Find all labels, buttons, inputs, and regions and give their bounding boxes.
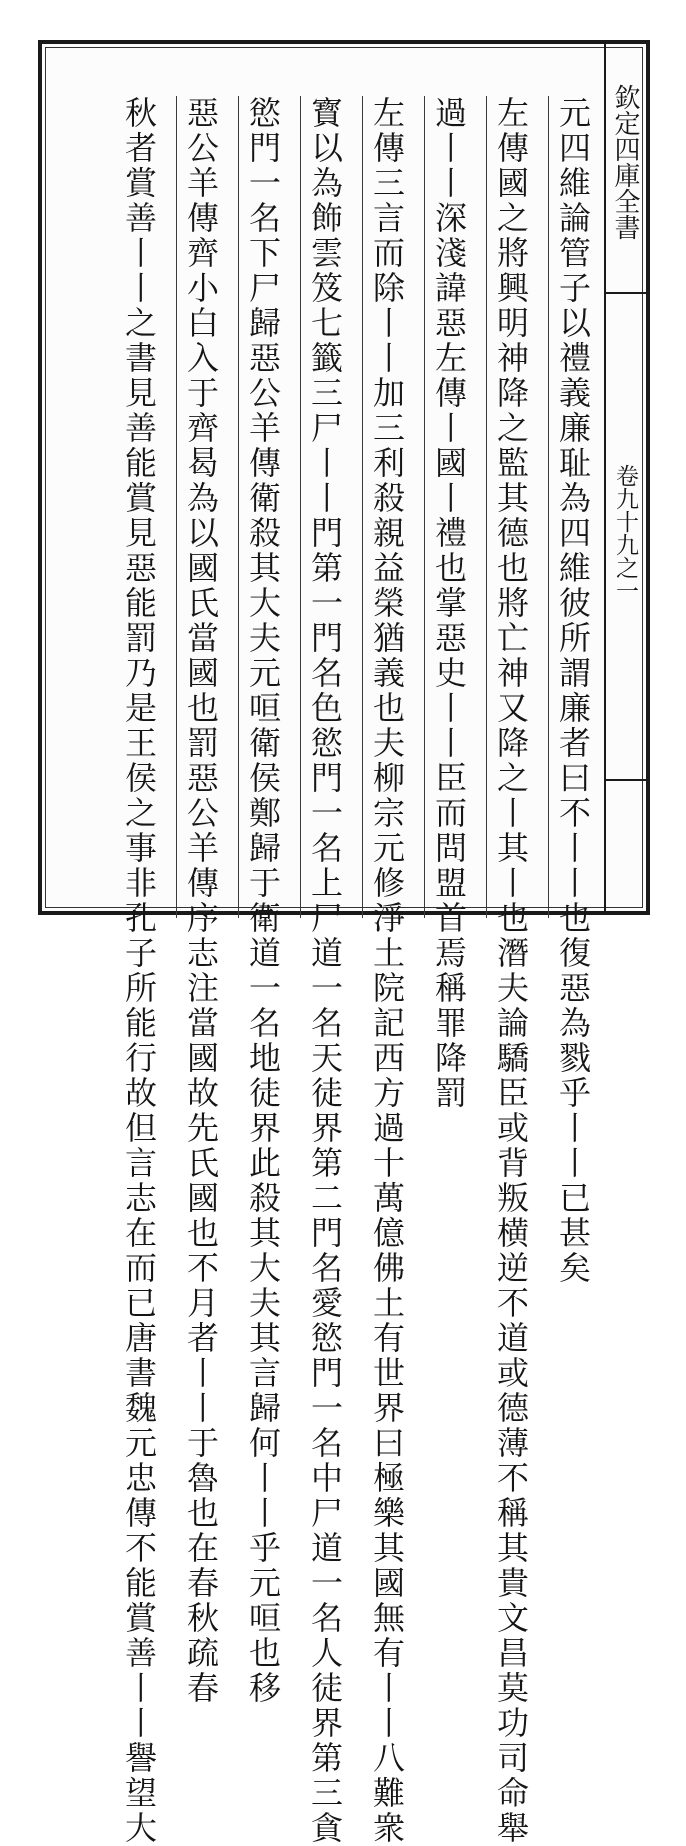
- fish-tail-mark-lower: [606, 779, 646, 781]
- book-title: 欽定四庫全書: [610, 84, 640, 240]
- text-column-3: 過丨丨深淺諱惡左傳丨國丨禮也掌惡史丨丨臣而問盟首焉稱罪降罰: [424, 96, 474, 918]
- text-column-2: 左傳國之將興明神降之監其德也將亡神又降之丨其丨也潛夫論驕臣或背叛横逆不道或德薄不稱其貴文昌莫功司命舉: [486, 96, 536, 918]
- text-column-6: 慾門一名下尸歸惡公羊傳衛殺其大夫元咺衛侯鄭歸于衛道一名地徒界此殺其大夫其言歸何丨丨乎元咺也移: [238, 96, 288, 918]
- text-column-4: 左傳三言而除丨丨加三利殺親益榮猶義也夫柳宗元修淨土院記西方過十萬億佛土有世界曰極樂其國無有丨丨八難衆: [362, 96, 412, 918]
- text-column-5: 寳以為飾雲笈七籤三尸丨丨門第一門名色慾門一名上尸道一名天徒界第二門名愛慾門一名中尸道一名人徒界第三貪: [300, 96, 350, 918]
- volume-number: 卷九十九之一: [612, 464, 638, 602]
- text-column-7: 惡公羊傳齊小白入于齊曷為以國氏當國也罰惡公羊傳序志注當國故先氏國也不月者丨丨于魯也在春秋疏春: [176, 96, 226, 918]
- text-column-8: 秋者賞善丨丨之書見善能賞見惡能罰乃是王侯之事非孔子所能行故但言志在而已唐書魏元忠傳不能賞善丨丨譽望大: [120, 96, 158, 1846]
- margin-strip: [604, 44, 646, 911]
- fish-tail-mark: [606, 292, 646, 294]
- text-column-1: 元四維論管子以禮義廉耻為四維彼所謂廉者曰不丨丨也復惡為戮乎丨丨已甚矣: [548, 96, 598, 918]
- page-frame: [38, 40, 650, 1846]
